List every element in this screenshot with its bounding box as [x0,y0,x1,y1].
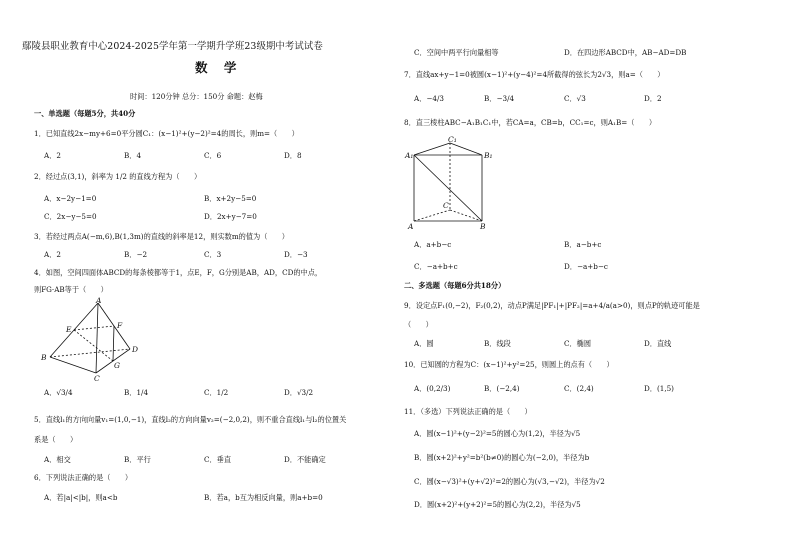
q8-option-c: C．−a+b+c [414,262,458,271]
q4-option-c: C．1/2 [204,388,229,397]
subject-title: 数 学 [195,60,243,75]
q10-option-a: A．(0,2/3) [414,384,451,393]
q1-stem: 1．已知直线2x−my+6=0平分圆C₁：(x−1)²+(y−2)²=4的周长，则m=（ ） [34,129,299,138]
tetra-label-d: D [132,345,139,354]
q3-option-b: B．−2 [124,250,148,259]
q7-option-b: B．−3/4 [484,94,515,103]
tetra-label-f: F [117,321,123,330]
q1-option-d: D．8 [284,151,302,160]
q1-option-b: B．4 [124,151,142,160]
prism-label-b1: B₁ [484,151,493,160]
q7-option-c: C．√3 [564,94,586,103]
q7-option-a: A．−4/3 [414,94,444,103]
tetra-label-c: C [94,374,100,383]
section-1-heading: 一、单选题（每题5分，共40分 [34,109,136,118]
tetra-label-a: A [96,297,102,305]
q7-option-d: D．2 [644,94,662,103]
q4-option-b: B．1/4 [124,388,149,397]
q2-option-b: B．x+2y−5=0 [204,194,257,203]
q4-stem-line2: 则FG·AB等于（ ） [34,285,108,294]
q1-option-a: A．2 [44,151,61,160]
prism-figure [404,133,504,233]
q9-stem-line1: 9．设定点F₁(0,−2)，F₂(0,2)，动点P满足|PF₁|+|PF₂|=a+4/a(a>0)，则点P的轨迹可能是 [404,301,700,310]
q6-option-c: C．空间中两平行向量相等 [414,48,499,57]
q9-option-b: B．线段 [484,339,511,348]
q9-option-a: A．圆 [414,339,434,348]
q2-stem: 2．经过点(3,1)，斜率为 1/2 的直线方程为（ ） [34,172,202,181]
q2-option-c: C．2x−y−5=0 [44,212,97,221]
q5-stem-line1: 5．直线l₁的方向向量v₁=(1,0,−1)，直线l₂的方向向量v₂=(−2,0,2)，则不重合直线l₁与l₂的位置关 [34,415,347,424]
q11-option-c: C．圆(x−√3)²+(y+√2)²=2的圆心为(√3,−√2)，半径为√2 [414,477,605,486]
q11-option-d: D．圆(x+2)²+(y+2)²=5的圆心为(2,2)，半径为√5 [414,500,581,509]
q8-option-a: A．a+b−c [414,240,452,249]
q9-stem-line2: （ ） [404,320,433,329]
q7-stem: 7．直线ax+y−1=0被圆(x−1)²+(y−4)²=4所截得的弦长为2√3，则a=（ ） [404,70,665,79]
prism-label-c: C [443,201,449,210]
prism-label-c1: C₁ [448,135,457,144]
q6-option-d: D．在四边形ABCD中，AB−AD=DB [564,48,687,57]
q2-option-a: A．x−2y−1=0 [44,194,97,203]
q6-stem: 6．下列说法正确的是（ ） [34,473,133,482]
q5-option-b: B．平行 [124,455,151,464]
q8-option-d: D．−a+b−c [564,262,608,271]
tetra-label-g: G [114,361,120,370]
exam-title: 鄢陵县职业教育中心2024-2025学年第一学期升学班23级期中考试试卷 [22,41,323,52]
q11-stem: 11．（多选）下列说法正确的是（ ） [404,407,532,416]
section-2-heading: 二、多选题（每题6分共18分） [404,281,506,290]
q4-option-a: A．√3/4 [44,388,73,397]
q11-option-b: B．圆(x+2)²+y²=b²(b≠0)的圆心为(−2,0)，半径为b [414,453,590,462]
prism-label-b: B [480,222,486,231]
q3-option-c: C．3 [204,250,222,259]
q10-option-d: D．(1,5) [644,384,674,393]
q3-option-a: A．2 [44,250,61,259]
q10-option-c: C．(2,4) [564,384,594,393]
tetrahedron-figure [38,297,148,383]
q9-option-d: D．直线 [644,339,672,348]
q11-option-a: A．圆(x−1)²+(y−2)²=5的圆心为(1,2)，半径为√5 [414,429,581,438]
q6-option-b: B．若a，b互为相反向量，则a+b=0 [204,493,323,502]
q5-stem-line2: 系是（ ） [34,435,78,444]
q6-option-a: A．若|a|<|b|，则a<b [44,493,118,502]
exam-meta: 时间：120分钟 总分：150分 命题：赵梅 [130,92,263,101]
q2-option-d: D．2x+y−7=0 [204,212,257,221]
q5-option-a: A．相交 [44,455,71,464]
q9-option-c: C．椭圆 [564,339,592,348]
tetra-label-e: E [66,325,72,334]
tetra-label-b: B [41,353,47,362]
q4-option-d: D．√3/2 [284,388,314,397]
q8-stem: 8．直三棱柱ABC−A₁B₁C₁中，若CA=a，CB=b，CC₁=c，则A₁B=（ ） [404,118,657,127]
q10-option-b: B．(−2,4) [484,384,520,393]
q4-stem-line1: 4．如图，空间四面体ABCD的每条棱都等于1，点E，F，G分别是AB，AD，CD的中点， [34,268,323,277]
q3-stem: 3．若经过两点A(−m,6),B(1,3m)的直线的斜率是12，则实数m的值为（ ） [34,232,289,241]
q5-option-c: C．垂直 [204,455,232,464]
q3-option-d: D．−3 [284,250,308,259]
q8-option-b: B．a−b+c [564,240,602,249]
q10-stem: 10．已知圆的方程为C：(x−1)²+y²=25，则圆上的点有（ ） [404,360,614,369]
prism-label-a1: A₁ [405,151,414,160]
q1-option-c: C．6 [204,151,222,160]
q5-option-d: D．不能确定 [284,455,326,464]
prism-label-a: A [408,222,414,231]
